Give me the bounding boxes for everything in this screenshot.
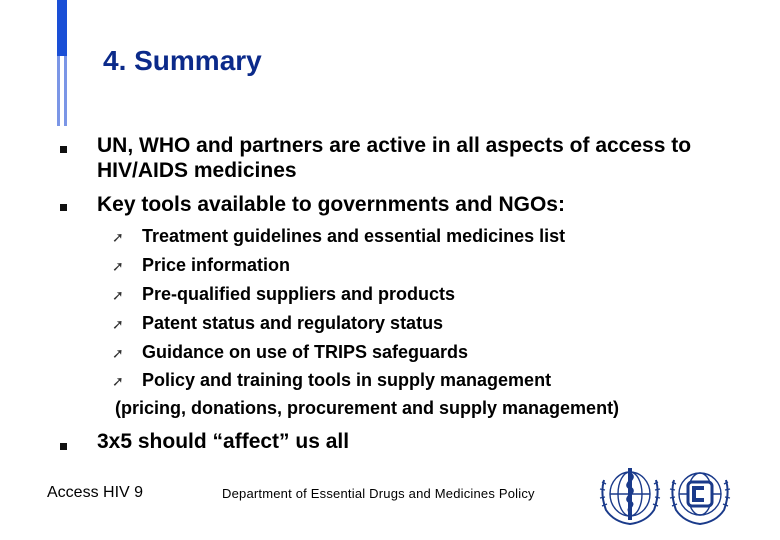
- sub-bullet-2: [112, 254, 290, 277]
- department-logo: [666, 460, 734, 528]
- sub-bullet-text: Pre-qualified suppliers and products: [142, 284, 456, 304]
- sub-bullet-text: Guidance on use of TRIPS safeguards: [142, 342, 469, 362]
- sub-bullet-6: [112, 369, 551, 392]
- arrow-icon: ➚: [112, 258, 124, 274]
- sub-bullet-text: Price information: [142, 255, 291, 275]
- footer-slide-label: Access HIV 9: [47, 484, 144, 501]
- accent-bar-divider: [60, 56, 64, 126]
- sub-note: (pricing, donations, procurement and supply management): [115, 398, 620, 418]
- bullet-1-text: UN, WHO and partners are active in all aspects of access to HIV/AIDS medicines: [97, 134, 692, 182]
- bullet-marker: [60, 443, 67, 450]
- sub-bullet-text: Patent status and regulatory status: [142, 313, 444, 333]
- sub-bullet-text: Treatment guidelines and essential medicines list: [142, 226, 566, 246]
- arrow-icon: ➚: [112, 373, 124, 389]
- bullet-3-text: 3x5 should “affect” us all: [97, 430, 350, 453]
- bullet-2-text: Key tools available to governments and NGOs:: [97, 193, 565, 216]
- arrow-icon: ➚: [112, 345, 124, 361]
- arrow-icon: ➚: [112, 229, 124, 245]
- arrow-icon: ➚: [112, 287, 124, 303]
- arrow-icon: ➚: [112, 316, 124, 332]
- accent-bar: [57, 0, 67, 56]
- slide-title: 4. Summary: [103, 45, 262, 76]
- sub-bullet-1: [112, 225, 565, 248]
- footer-department: Department of Essential Drugs and Medicines Policy: [222, 486, 535, 501]
- bullet-marker: [60, 146, 67, 153]
- sub-bullet-5: [112, 341, 468, 364]
- sub-bullet-text: Policy and training tools in supply management: [142, 370, 552, 390]
- who-emblem-logo: [596, 460, 664, 528]
- bullet-marker: [60, 204, 67, 211]
- sub-bullet-3: [112, 283, 455, 306]
- sub-bullet-4: [112, 312, 443, 335]
